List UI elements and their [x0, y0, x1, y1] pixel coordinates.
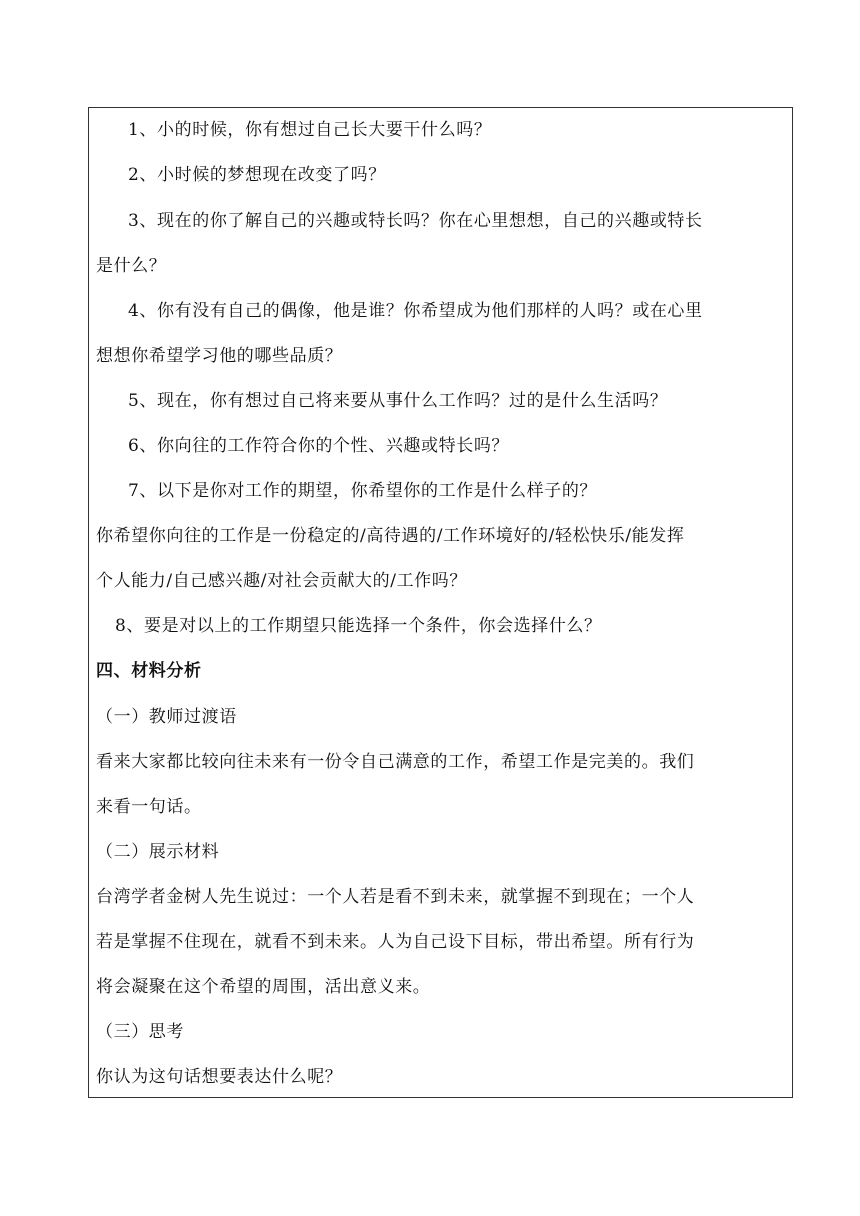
question-6: 6、你向往的工作符合你的个性、兴趣或特长吗？ — [128, 436, 510, 456]
paragraph-material-line-2: 若是掌握不住现在，就看不到未来。人为自己设下目标，带出希望。所有行为 — [96, 932, 695, 952]
question-4-line-1: 4、你有没有自己的偶像，他是谁？你希望成为他们那样的人吗？或在心里 — [128, 301, 703, 321]
question-3-line-1: 3、现在的你了解自己的兴趣或特长吗？你在心里想想，自己的兴趣或特长 — [128, 211, 703, 231]
question-4-line-2: 想想你希望学习他的哪些品质？ — [96, 346, 343, 366]
question-2: 2、小时候的梦想现在改变了吗？ — [128, 165, 386, 185]
question-3-line-2: 是什么？ — [96, 256, 167, 276]
question-7: 7、以下是你对工作的期望，你希望你的工作是什么样子的？ — [128, 481, 598, 501]
question-8: 8、要是对以上的工作期望只能选择一个条件，你会选择什么？ — [115, 616, 602, 636]
paragraph-material-line-1: 台湾学者金树人先生说过：一个人若是看不到未来，就掌握不到现在；一个人 — [96, 887, 695, 907]
question-7-options-line-2: 个人能力/自己感兴趣/对社会贡献大的/工作吗？ — [96, 571, 467, 591]
subheading-thinking: （三）思考 — [96, 1022, 184, 1042]
paragraph-material-line-3: 将会凝聚在这个希望的周围，活出意义来。 — [96, 977, 431, 997]
paragraph-transition-line-1: 看来大家都比较向往未来有一份令自己满意的工作，希望工作是完美的。我们 — [96, 752, 695, 772]
question-1: 1、小的时候，你有想过自己长大要干什么吗？ — [128, 120, 492, 140]
question-5: 5、现在，你有想过自己将来要从事什么工作吗？过的是什么生活吗？ — [128, 391, 668, 411]
section-heading-material-analysis: 四、材料分析 — [96, 661, 202, 681]
subheading-teacher-transition: （一）教师过渡语 — [96, 707, 237, 727]
question-7-options-line-1: 你希望你向往的工作是一份稳定的/高待遇的/工作环境好的/轻松快乐/能发挥 — [96, 526, 685, 546]
paragraph-transition-line-2: 来看一句话。 — [96, 797, 202, 817]
subheading-show-material: （二）展示材料 — [96, 842, 220, 862]
paragraph-thinking-question: 你认为这句话想要表达什么呢？ — [96, 1067, 343, 1087]
